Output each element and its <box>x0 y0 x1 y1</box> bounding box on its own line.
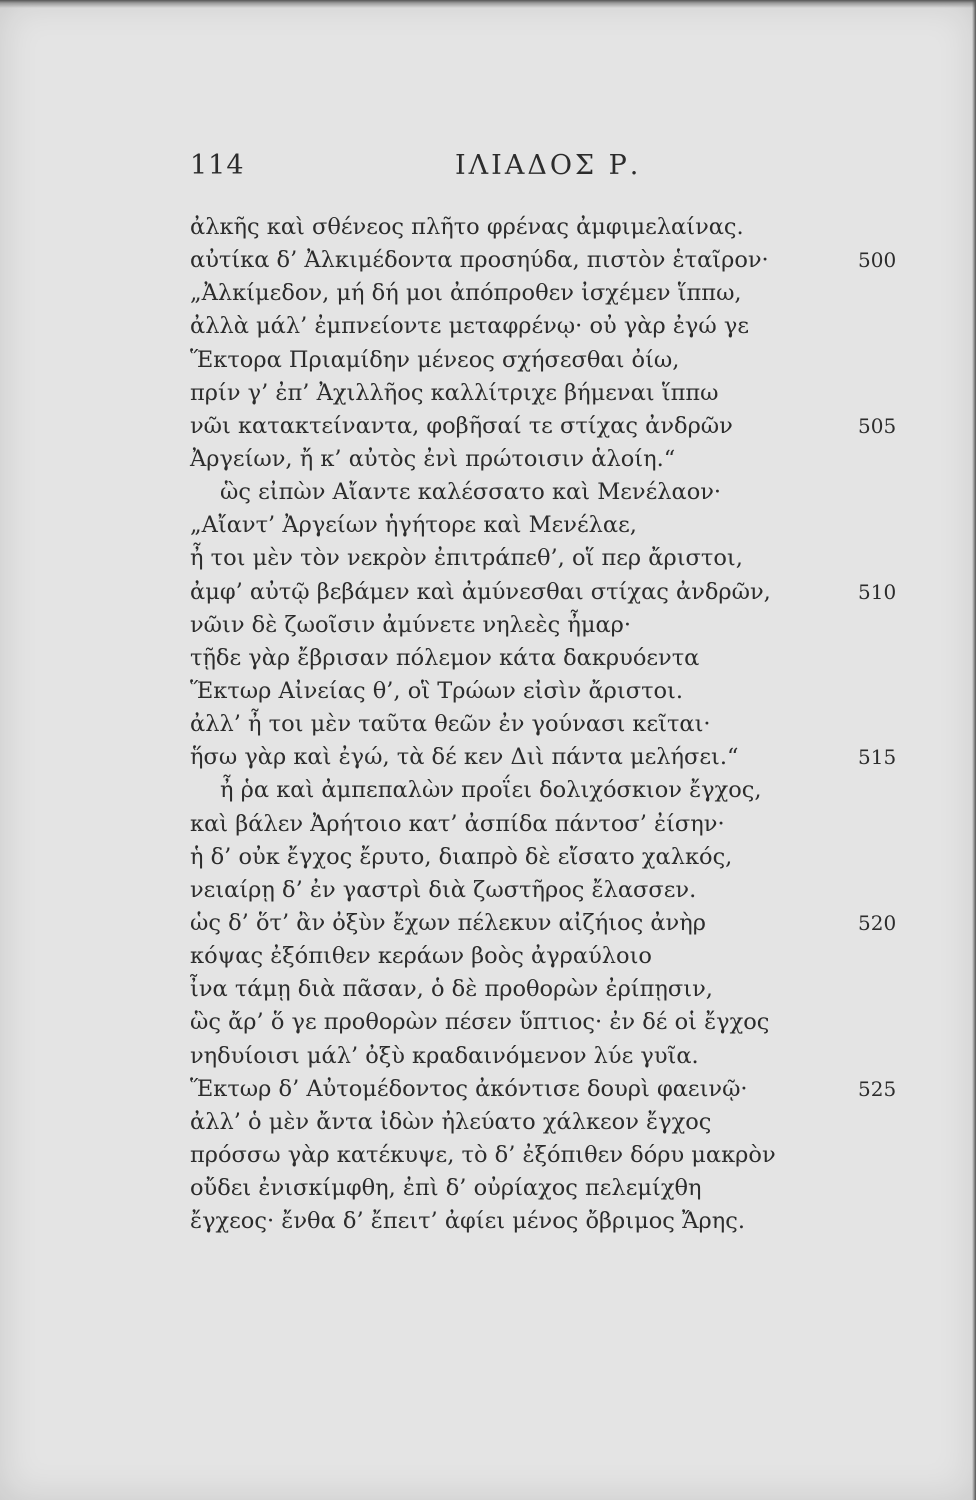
verse-line <box>190 841 910 874</box>
verse-line <box>190 509 910 542</box>
verse-text: ἀλλ’ ἦ τοι μὲν ταῦτα θεῶν ἐν γούνασι κεῖται· <box>190 711 711 738</box>
verse-line <box>190 1205 910 1238</box>
verse-text: νῶιν δὲ ζωοῖσιν ἀμύνετε νηλεὲς ἦμαρ· <box>190 611 632 638</box>
verse-line <box>190 874 910 907</box>
verse-line <box>190 443 910 476</box>
verse-text: ἀλλ’ ὁ μὲν ἄντα ἰδὼν ἠλεύατο χάλκεον ἔγχος <box>190 1108 712 1135</box>
verse-line <box>190 244 910 277</box>
verse-text: ἡ δ’ οὐκ ἔγχος ἔρυτο, διαπρὸ δὲ εἴσατο χαλκός, <box>190 843 733 870</box>
verse-text: νῶι κατακτείναντα, φοβῆσαί τε στίχας ἀνδρῶν <box>190 412 733 439</box>
verse-line <box>190 808 910 841</box>
verse-line <box>190 377 910 410</box>
verse-text: ἔγχεος· ἔνθα δ’ ἔπειτ’ ἀφίει μένος ὄβριμος Ἄρης. <box>190 1208 746 1235</box>
verse-line <box>190 940 910 973</box>
verse-line <box>190 576 910 609</box>
verse-block <box>190 211 910 1238</box>
verse-line <box>190 973 910 1006</box>
verse-text: Ἕκτωρ δ’ Αὐτομέδοντος ἀκόντισε δουρὶ φαεινῷ· <box>190 1075 748 1102</box>
verse-text: ἀλλὰ μάλ’ ἐμπνείοντε μεταφρένῳ· οὐ γὰρ ἐγώ γε <box>190 313 749 340</box>
verse-text: πρίν γ’ ἐπ’ Ἀχιλλῆος καλλίτριχε βήμεναι ἵππω <box>190 379 719 406</box>
line-number: 525 <box>858 1076 897 1101</box>
verse-text: ὣς εἰπὼν Αἴαντε καλέσσατο καὶ Μενέλαον· <box>220 479 722 506</box>
verse-text: νηδυίοισι μάλ’ ὀξὺ κραδαινόμενον λύε γυῖα. <box>190 1042 699 1069</box>
verse-line <box>190 542 910 575</box>
verse-text: πρόσσω γὰρ κατέκυψε, τὸ δ’ ἐξόπιθεν δόρυ μακρὸν <box>190 1141 776 1168</box>
verse-line <box>190 310 910 343</box>
line-number: 515 <box>858 745 897 770</box>
line-number: 505 <box>858 413 897 438</box>
verse-text: ἦ τοι μὲν τὸν νεκρὸν ἐπιτράπεθ’, οἵ περ ἄριστοι, <box>190 545 743 572</box>
verse-line <box>190 741 910 774</box>
verse-line <box>190 907 910 940</box>
page-number: 114 <box>190 150 245 181</box>
verse-text: „Ἀλκίμεδον, μή δή μοι ἀπόπροθεν ἰσχέμεν ἵππω, <box>190 280 742 307</box>
page-right-edge <box>972 0 976 1500</box>
verse-line <box>190 774 910 807</box>
verse-text: ὣς ἄρ’ ὅ γε προθορὼν πέσεν ὕπτιος· ἐν δέ οἱ ἔγχος <box>190 1009 770 1036</box>
verse-text: αὐτίκα δ’ Ἀλκιμέδοντα προσηύδα, πιστὸν ἑταῖρον· <box>190 247 769 274</box>
verse-line <box>190 642 910 675</box>
verse-line <box>190 211 910 244</box>
verse-line <box>190 609 910 642</box>
verse-text: „Αἴαντ’ Ἀργείων ἡγήτορε καὶ Μενέλαε, <box>190 512 637 539</box>
verse-text: Ἕκτωρ Αἰνείας θ’, οἳ Τρώων εἰσὶν ἄριστοι. <box>190 677 684 704</box>
verse-text: τῇδε γὰρ ἔβρισαν πόλεμον κάτα δακρυόεντα <box>190 644 700 671</box>
verse-line <box>190 344 910 377</box>
verse-text: ἥσω γὰρ καὶ ἐγώ, τὰ δέ κεν Διὶ πάντα μελήσει.“ <box>190 744 739 771</box>
verse-text: ἀλκῆς καὶ σθένεος πλῆτο φρένας ἀμφιμελαίνας. <box>190 214 744 240</box>
verse-text: ἀμφ’ αὐτῷ βεβάμεν καὶ ἀμύνεσθαι στίχας ἀνδρῶν, <box>190 578 771 605</box>
verse-line <box>190 675 910 708</box>
verse-line <box>190 1172 910 1205</box>
line-number: 520 <box>858 910 897 935</box>
verse-text: κόψας ἐξόπιθεν κεράων βοὸς ἀγραύλοιο <box>190 943 652 970</box>
verse-text: Ἀργείων, ἤ κ’ αὐτὸς ἐνὶ πρώτοισιν ἁλοίη.“ <box>190 445 676 472</box>
line-number: 500 <box>858 248 897 273</box>
verse-text: ἶνα τάμῃ διὰ πᾶσαν, ὁ δὲ προθορὼν ἐρίπῃσιν, <box>190 976 713 1003</box>
page-header <box>0 150 976 190</box>
line-number: 510 <box>858 579 897 604</box>
verse-text: ἦ ῥα καὶ ἀμπεπαλὼν προΐει δολιχόσκιον ἔγχος, <box>220 777 762 804</box>
verse-text: νειαίρῃ δ’ ἐν γαστρὶ διὰ ζωστῆρος ἔλασσεν. <box>190 876 697 903</box>
verse-line <box>190 708 910 741</box>
verse-line <box>190 1006 910 1039</box>
page-top-edge <box>0 0 976 8</box>
verse-line <box>190 1139 910 1172</box>
verse-line <box>190 1106 910 1139</box>
verse-line <box>190 277 910 310</box>
verse-text: οὔδει ἐνισκίμφθη, ἐπὶ δ’ οὐρίαχος πελεμίχθη <box>190 1175 702 1202</box>
verse-text: Ἕκτορα Πριαμίδην μένεος σχήσεσθαι ὀίω, <box>190 346 680 373</box>
verse-line <box>190 410 910 443</box>
running-title: ΙΛΙΑΔΟΣ Ρ. <box>455 150 642 181</box>
verse-line <box>190 476 910 509</box>
verse-line <box>190 1040 910 1073</box>
verse-text: ὡς δ’ ὅτ’ ἂν ὀξὺν ἔχων πέλεκυν αἰζήιος ἀνὴρ <box>190 909 706 936</box>
verse-text: καὶ βάλεν Ἀρήτοιο κατ’ ἀσπίδα πάντοσ’ ἐίσην· <box>190 810 725 837</box>
verse-line <box>190 1073 910 1106</box>
